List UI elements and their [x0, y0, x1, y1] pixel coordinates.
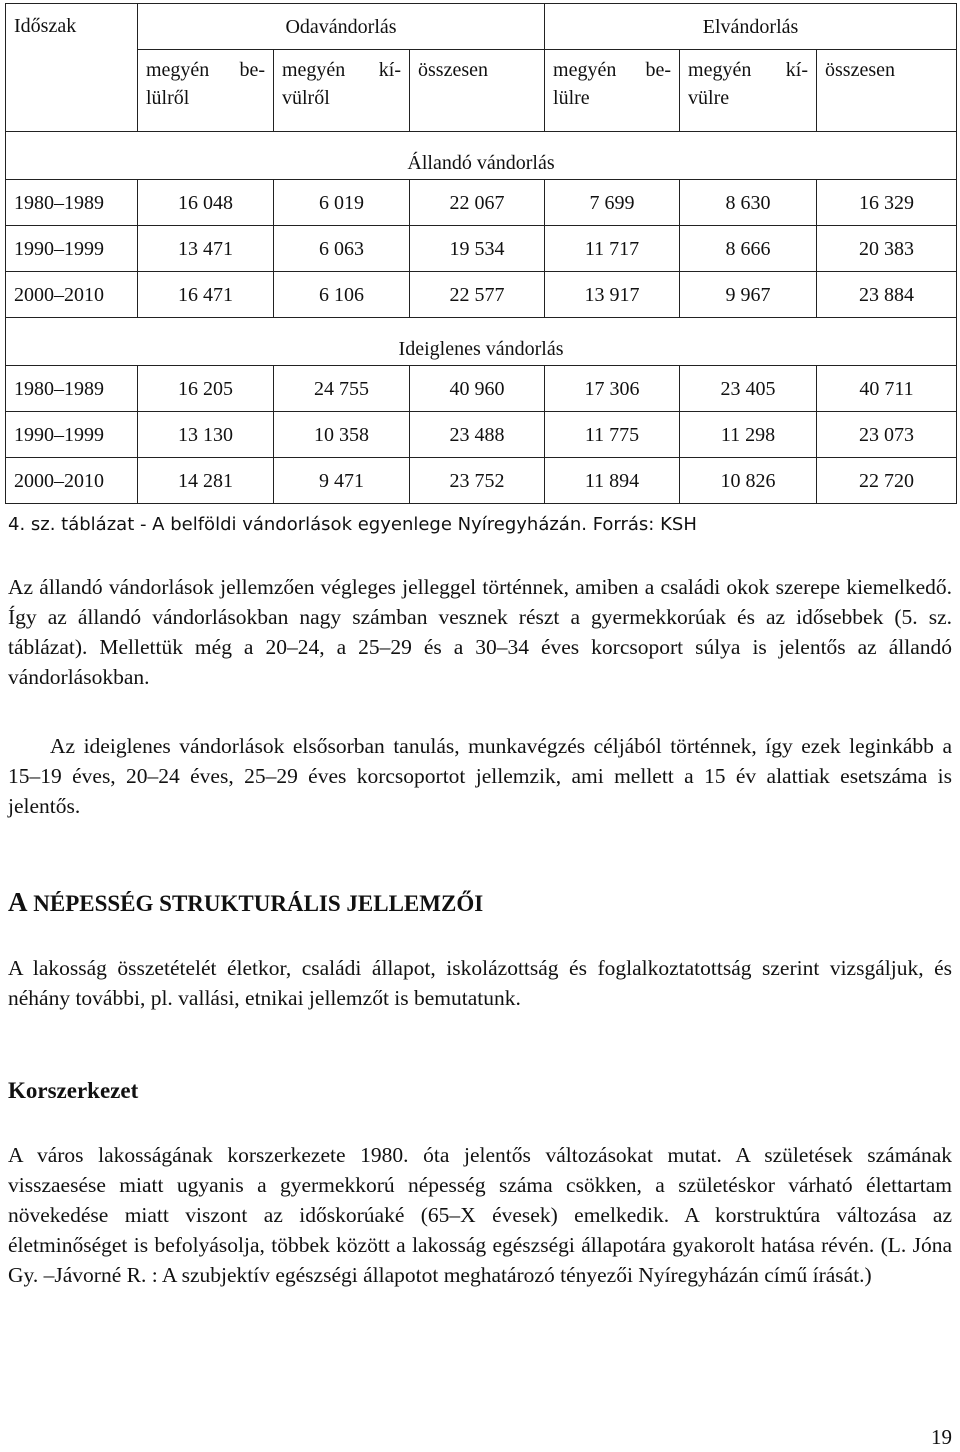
value-cell: 23 752: [410, 458, 545, 504]
table-row: [6, 272, 957, 318]
migration-table: [5, 3, 957, 504]
value-cell: 14 281: [138, 458, 274, 504]
table-row: [6, 366, 957, 412]
value-cell: 8 666: [680, 226, 817, 272]
value-cell: 40 711: [817, 366, 957, 412]
value-cell: 11 717: [545, 226, 680, 272]
subheader-out-total: összesen: [817, 50, 957, 132]
value-cell: 20 383: [817, 226, 957, 272]
value-cell: 8 630: [680, 180, 817, 226]
value-cell: 23 073: [817, 412, 957, 458]
value-cell: 23 488: [410, 412, 545, 458]
subheading-age-structure: Korszerkezet: [8, 1078, 139, 1103]
value-cell: 10 358: [274, 412, 410, 458]
header-period: Időszak: [6, 4, 138, 132]
header-emigration: Elvándorlás: [545, 4, 957, 50]
paragraph-permanent-migration: Az állandó vándorlások jellemzően végleges jelleggel történnek, amiben a családi okok szerepe kiemelkedő. Így az állandó vándorlásokban nagy számban vesznek részt a gyermekkorúak és az idősebbek (5. sz. táblázat). Mellettük még a 20–24, a 25–29 és a 30–34 éves korcsoport súlya is jelentős az állandó vándorlásokban.: [8, 575, 952, 689]
page-number: 19: [931, 1425, 952, 1449]
subheader-out-outside: megyén kívülre: [680, 50, 817, 132]
table-subheader-row: [6, 50, 957, 132]
value-cell: 16 329: [817, 180, 957, 226]
table-caption: 4. sz. táblázat - A belföldi vándorlások egyenlege Nyíregyházán. Forrás: KSH: [8, 514, 697, 535]
value-cell: 23 405: [680, 366, 817, 412]
value-cell: 16 471: [138, 272, 274, 318]
value-cell: 9 967: [680, 272, 817, 318]
section-title: Ideiglenes vándorlás: [6, 318, 957, 366]
value-cell: 6 063: [274, 226, 410, 272]
value-cell: 13 130: [138, 412, 274, 458]
period-cell: 1990–1999: [6, 412, 138, 458]
heading-rest: NÉPESSÉG STRUKTURÁLIS JELLEMZŐI: [27, 891, 484, 916]
value-cell: 6 019: [274, 180, 410, 226]
header-immigration: Odavándorlás: [138, 4, 545, 50]
value-cell: 16 048: [138, 180, 274, 226]
table-row: [6, 412, 957, 458]
table-row: [6, 226, 957, 272]
subheader-in-total: összesen: [410, 50, 545, 132]
value-cell: 22 067: [410, 180, 545, 226]
paragraph-temporary-migration: Az ideiglenes vándorlások elsősorban tanulás, munkavégzés céljából történnek, így ezek leginkább a 15–19 éves, 20–24 éves, 25–29 éves korcsoportot jellemzik, ami mellett a 15 év alattiak esetszáma is jelentős.: [8, 734, 952, 818]
value-cell: 17 306: [545, 366, 680, 412]
period-cell: 1980–1989: [6, 366, 138, 412]
paragraph-population-structure: A lakosság összetételét életkor, családi állapot, iskolázottság és foglalkoztatottság szerint vizsgáljuk, és néhány további, pl. vallási, etnikai jellemzőt is bemutatunk.: [8, 956, 952, 1010]
section-title: Állandó vándorlás: [6, 132, 957, 180]
table-body: [6, 132, 957, 504]
value-cell: 10 826: [680, 458, 817, 504]
period-cell: 2000–2010: [6, 272, 138, 318]
value-cell: 13 471: [138, 226, 274, 272]
value-cell: 13 917: [545, 272, 680, 318]
value-cell: 23 884: [817, 272, 957, 318]
table-header-row: [6, 4, 957, 50]
value-cell: 40 960: [410, 366, 545, 412]
section-title-row: [6, 132, 957, 180]
subheader-in-county: megyén belülről: [138, 50, 274, 132]
value-cell: 16 205: [138, 366, 274, 412]
section-heading: [8, 887, 483, 918]
table-row: [6, 180, 957, 226]
value-cell: 7 699: [545, 180, 680, 226]
table-row: [6, 458, 957, 504]
value-cell: 22 720: [817, 458, 957, 504]
period-cell: 1990–1999: [6, 226, 138, 272]
subheader-out-county: megyén belülre: [545, 50, 680, 132]
section-title-row: [6, 318, 957, 366]
value-cell: 19 534: [410, 226, 545, 272]
subheader-in-outside: megyén kívülről: [274, 50, 410, 132]
paragraph-age-structure: A város lakosságának korszerkezete 1980. óta jelentős változásokat mutat. A születések számának visszaesése miatt ugyanis a gyermekkorú népesség száma csökken, a születéskor várható élettartam növekedése miatt viszont az időskorúaké (65–X évesek) emelkedik. A korstruktúra változása az életminőséget is befolyásolja, többek között a lakosság egészségi állapotára gyakorolt hatása révén. (L. Jóna Gy. –Jávorné R. : A szubjektív egészségi állapotot meghatározó tényezői Nyíregyházán című írását.): [8, 1143, 952, 1287]
value-cell: 11 298: [680, 412, 817, 458]
heading-initial: A: [8, 887, 28, 917]
value-cell: 24 755: [274, 366, 410, 412]
period-cell: 2000–2010: [6, 458, 138, 504]
value-cell: 22 577: [410, 272, 545, 318]
value-cell: 6 106: [274, 272, 410, 318]
period-cell: 1980–1989: [6, 180, 138, 226]
value-cell: 11 894: [545, 458, 680, 504]
value-cell: 11 775: [545, 412, 680, 458]
value-cell: 9 471: [274, 458, 410, 504]
